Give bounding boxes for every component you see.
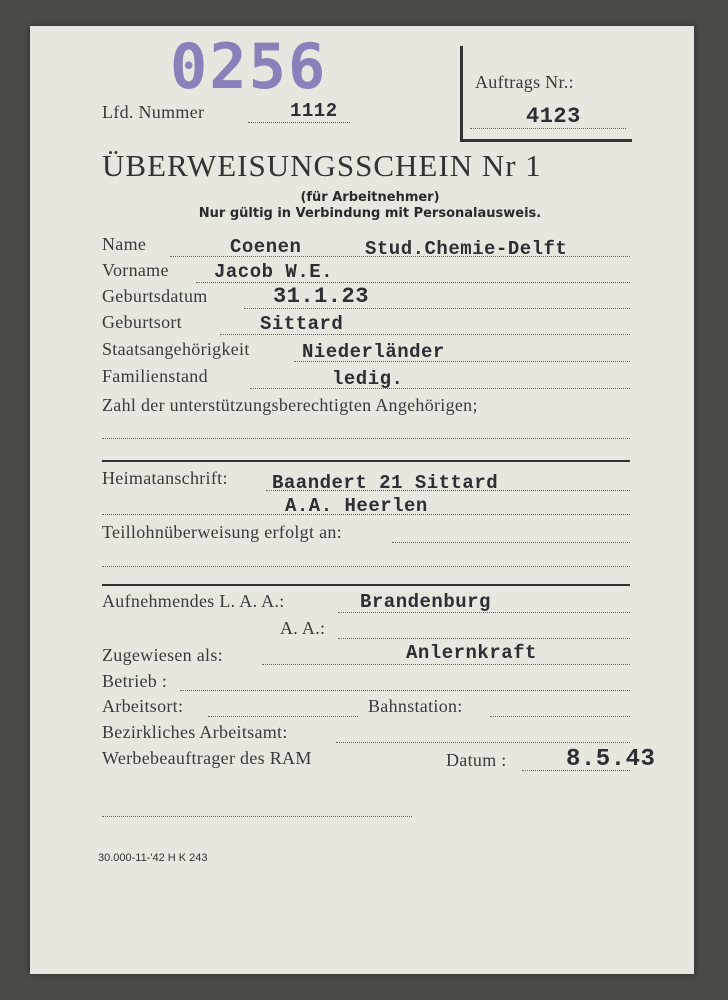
bahnstation-dots [490,716,630,717]
name-value: Coenen [230,236,302,258]
arbeitsort-label: Arbeitsort: [102,696,184,716]
subtitle-worker: (für Arbeitnehmer) [300,190,440,205]
staat-label: Staatsangehörigkeit [102,339,250,359]
geburtsort-label: Geburtsort [102,312,182,332]
lfd-nummer-label: Lfd. Nummer [102,102,205,122]
heimat-value-2: A.A. Heerlen [285,495,428,517]
arbeitsort-dots [208,716,358,717]
print-code: 30.000-11-'42 H K 243 [98,852,208,864]
subtitle-validity: Nur gültig in Verbindung mit Personalausweis. [198,206,542,221]
betrieb-label: Betrieb : [102,671,168,691]
laa-label: Aufnehmendes L. A. A.: [102,591,285,611]
datum-value: 8.5.43 [566,746,656,773]
teillohn-label: Teillohnüberweisung erfolgt an: [102,522,342,542]
aa-label: A. A.: [280,618,326,638]
laa-value: Brandenburg [360,591,491,613]
bezirk-dots [336,742,630,743]
geburtsdatum-value: 31.1.23 [273,284,369,309]
zahl-label: Zahl der unterstützungsberechtigten Angehörigen; [102,395,478,415]
teillohn-dots-1 [392,542,630,543]
aa-dots [338,638,630,639]
familienstand-dots [250,388,630,389]
zugewiesen-dots [262,664,630,665]
auftrag-box-left [460,46,463,142]
vorname-value: Jacob W.E. [214,261,334,283]
auftrag-value: 4123 [526,104,581,129]
transfer-form-card [30,26,694,974]
zugewiesen-label: Zugewiesen als: [102,645,223,665]
familienstand-value: ledig. [332,368,404,390]
familienstand-label: Familienstand [102,366,208,386]
name-note-value: Stud.Chemie-Delft [365,238,568,260]
lfd-dots [248,122,350,123]
section-rule-2 [102,584,630,586]
signature-dots [102,816,412,817]
werbe-label: Werbebeauftrager des RAM [102,748,312,768]
bahnstation-label: Bahnstation: [368,696,463,716]
vorname-label: Vorname [102,260,169,280]
name-label: Name [102,234,147,254]
auftrag-label: Auftrags Nr.: [475,72,574,92]
bezirk-label: Bezirkliches Arbeitsamt: [102,722,288,742]
lfd-nummer-value: 1112 [290,100,338,122]
betrieb-dots [180,690,630,691]
stamp-number: 0256 [170,30,328,103]
heimat-label: Heimatanschrift: [102,468,228,488]
teillohn-dots-2 [102,566,630,567]
staat-value: Niederländer [302,341,445,363]
datum-label: Datum : [446,750,507,770]
heimat-value: Baandert 21 Sittard [272,472,499,494]
page-title: ÜBERWEISUNGSSCHEIN Nr 1 [102,148,542,183]
auftrag-box-bottom [460,139,632,142]
section-rule-1 [102,460,630,462]
geburtsdatum-label: Geburtsdatum [102,286,208,306]
geburtsort-value: Sittard [260,313,344,335]
zahl-dots [102,438,630,439]
zugewiesen-value: Anlernkraft [406,642,537,664]
